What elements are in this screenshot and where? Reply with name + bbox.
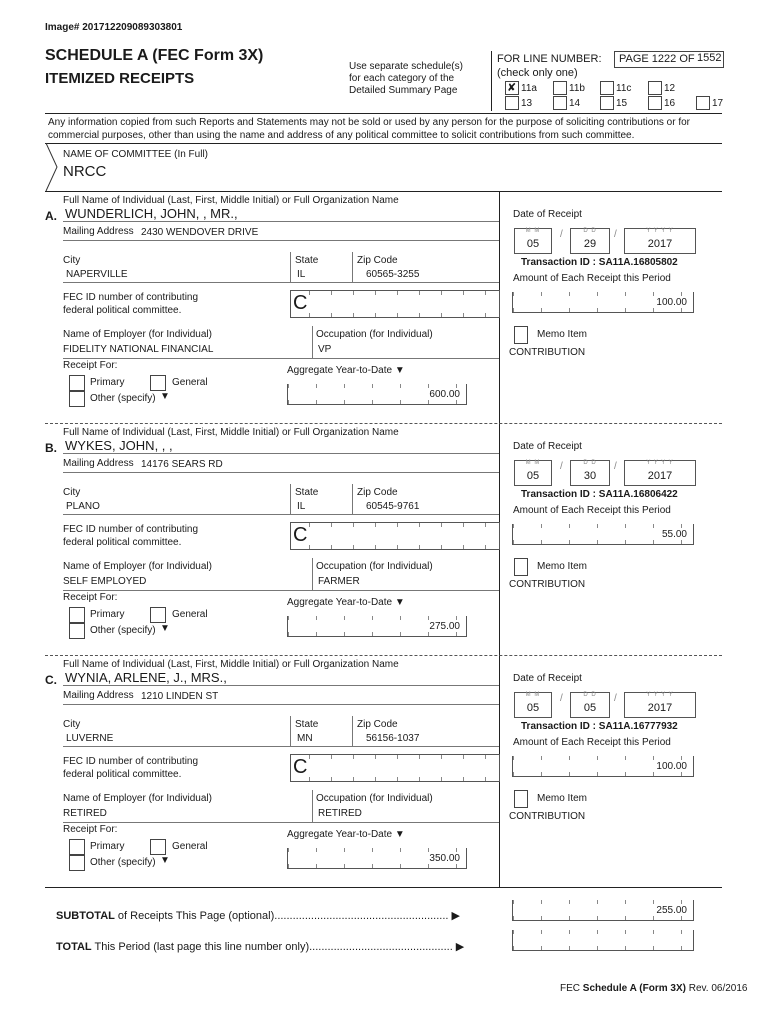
entry-1-name: WYKES, JOHN, , , — [65, 438, 173, 453]
entry-2-name-label: Full Name of Individual (Last, First, Middle Initial) or Full Organization Name — [63, 659, 399, 670]
entry-0-occupation: VP — [318, 344, 332, 355]
entry-2-transaction-id: Transaction ID : SA11A.16777932 — [521, 721, 678, 732]
entry-1-year-box — [624, 460, 696, 486]
entry-2-fecid-label-2: federal political committee. — [63, 769, 182, 780]
line-7-label: 16 — [664, 98, 676, 109]
entry-0-state: IL — [297, 269, 306, 280]
entry-0-city-label: City — [63, 255, 81, 266]
entry-0-date-label: Date of Receipt — [513, 209, 582, 220]
total-label-rest: This Period (last page this line number only)............................................... ▶ — [91, 941, 465, 953]
entry-0-letter: A. — [45, 209, 57, 223]
entry-0-fecid-label-1: FEC ID number of contributing — [63, 292, 199, 303]
entry-0-primary-label: Primary — [90, 377, 125, 388]
entry-0-memo-label: Memo Item — [537, 329, 588, 340]
entry-1-description: CONTRIBUTION — [509, 579, 586, 590]
entry-0-amount-label: Amount of Each Receipt this Period — [513, 273, 671, 284]
entry-0-mailing-label: Mailing Address — [63, 226, 134, 237]
committee-name: NRCC — [63, 163, 107, 180]
line-6-label: 15 — [616, 98, 628, 109]
entry-1-general-checkbox[interactable] — [150, 607, 166, 623]
entry-2-primary-checkbox[interactable] — [69, 839, 85, 855]
entry-2-memo-checkbox[interactable] — [514, 790, 528, 808]
entry-1-general-label: General — [172, 609, 208, 620]
entry-0-other-dropdown-icon[interactable]: ▼ — [160, 391, 170, 402]
entry-0-day: 29 — [583, 238, 597, 250]
entry-2-amount: 100.00 — [656, 761, 687, 772]
entry-0-description: CONTRIBUTION — [509, 347, 586, 358]
entry-2-other-label: Other (specify) — [90, 857, 156, 868]
entry-0-primary-checkbox[interactable] — [69, 375, 85, 391]
entry-2-yyyy-hint: Y Y Y Y — [646, 692, 674, 698]
entry-2-fecid-prefix: C — [293, 756, 308, 778]
entry-0-address: 2430 WENDOVER DRIVE — [141, 227, 259, 238]
entry-2-occupation-label: Occupation (for Individual) — [316, 793, 433, 804]
entry-2-zip-label: Zip Code — [357, 719, 398, 730]
entry-2-year: 2017 — [647, 702, 673, 714]
entry-1-city-label: City — [63, 487, 81, 498]
entry-1-amount-box — [512, 524, 694, 545]
page-label: PAGE 1222 OF — [619, 53, 695, 65]
entry-0-transaction-id: Transaction ID : SA11A.16805802 — [521, 257, 678, 268]
entry-1-aggregate: 275.00 — [429, 621, 460, 632]
entry-1-year: 2017 — [647, 470, 673, 482]
entry-1-month: 05 — [526, 470, 540, 482]
entry-2-amount-label: Amount of Each Receipt this Period — [513, 737, 671, 748]
entry-1-day-box — [570, 460, 610, 486]
entry-0-other-checkbox[interactable] — [69, 391, 85, 407]
entry-1-employer: SELF EMPLOYED — [63, 576, 147, 587]
line-6-checkbox[interactable] — [600, 96, 614, 110]
entry-1-aggregate-label: Aggregate Year-to-Date ▼ — [287, 597, 405, 608]
entry-1-primary-checkbox[interactable] — [69, 607, 85, 623]
entry-1-zip: 60545-9761 — [366, 501, 420, 512]
entry-1-receipt-for-label: Receipt For: — [63, 592, 118, 603]
image-id: Image# 201712209089303801 — [45, 22, 183, 33]
total-label-bold: TOTAL — [56, 941, 92, 953]
entry-2-mailing-label: Mailing Address — [63, 690, 134, 701]
entry-0-zip-label: Zip Code — [357, 255, 398, 266]
line-3-label: 12 — [664, 83, 676, 94]
entry-1-date-label: Date of Receipt — [513, 441, 582, 452]
form-subtitle: ITEMIZED RECEIPTS — [45, 70, 195, 87]
entry-2-zip: 56156-1037 — [366, 733, 420, 744]
notice-text: Any information copied from such Reports and Statements may not be sold or used by any person for the purpose of soliciting contributions or for commercial purposes, other than using the name and address of any political committee to solicit contributions from such committee. — [48, 117, 691, 141]
entry-2-month-box — [514, 692, 552, 718]
entry-2-month: 05 — [526, 702, 540, 714]
entry-2-date-label: Date of Receipt — [513, 673, 582, 684]
entry-2-day: 05 — [583, 702, 597, 714]
line-8-label: 17 — [712, 98, 724, 109]
entry-0-memo-checkbox[interactable] — [514, 326, 528, 344]
entry-0-year: 2017 — [647, 238, 673, 250]
entry-2-name: WYNIA, ARLENE, J., MRS., — [65, 670, 227, 685]
line-3-checkbox[interactable] — [648, 81, 662, 95]
entry-2-memo-label: Memo Item — [537, 793, 588, 804]
entry-0-aggregate: 600.00 — [429, 389, 460, 400]
entry-1-month-box — [514, 460, 552, 486]
entry-1-fecid-label-1: FEC ID number of contributing — [63, 524, 199, 535]
entry-2-general-label: General — [172, 841, 208, 852]
entry-0-day-box — [570, 228, 610, 254]
entry-2-aggregate-label: Aggregate Year-to-Date ▼ — [287, 829, 405, 840]
entry-1-zip-label: Zip Code — [357, 487, 398, 498]
entry-0-aggregate-box — [287, 384, 467, 405]
entry-0-mm-hint: M M — [525, 228, 541, 234]
entry-1-mailing-label: Mailing Address — [63, 458, 134, 469]
entry-1-fecid-label-2: federal political committee. — [63, 537, 182, 548]
entry-2-occupation: RETIRED — [318, 808, 362, 819]
line-number-label: FOR LINE NUMBER: — [497, 53, 602, 65]
page-total: 1552 — [697, 52, 722, 64]
entry-2-mm-hint: M M — [525, 692, 541, 698]
entry-1-state: IL — [297, 501, 306, 512]
entry-1-primary-label: Primary — [90, 609, 125, 620]
entry-0-state-label: State — [295, 255, 319, 266]
entry-2-fecid-label-1: FEC ID number of contributing — [63, 756, 199, 767]
line-5-checkbox[interactable] — [553, 96, 567, 110]
entry-0-fecid-label-2: federal political committee. — [63, 305, 182, 316]
entry-1-aggregate-box — [287, 616, 467, 637]
subtotal-label — [56, 909, 460, 922]
committee-label: NAME OF COMMITTEE (In Full) — [63, 149, 208, 160]
committee-arrow-icon — [45, 143, 59, 191]
subtotal-label-bold: SUBTOTAL — [56, 910, 115, 922]
entry-2-year-box — [624, 692, 696, 718]
subtotal-value: 255.00 — [656, 905, 687, 916]
entry-1-yyyy-hint: Y Y Y Y — [646, 460, 674, 466]
entry-2-other-checkbox[interactable] — [69, 855, 85, 871]
entry-2-letter: C. — [45, 673, 57, 687]
entry-0-other-label: Other (specify) — [90, 393, 156, 404]
footer — [560, 983, 747, 994]
line-2-checkbox[interactable] — [600, 81, 614, 95]
subtotal-label-rest: of Receipts This Page (optional)......................................................... ▶ — [114, 910, 460, 922]
instructions: Use separate schedule(s) for each category of the Detailed Summary Page — [349, 61, 463, 96]
entry-2-day-box — [570, 692, 610, 718]
entry-2-fecid-box[interactable] — [290, 754, 500, 782]
entry-1-transaction-id: Transaction ID : SA11A.16806422 — [521, 489, 678, 500]
form-title: SCHEDULE A (FEC Form 3X) — [45, 47, 264, 64]
entry-0-fecid-box[interactable] — [290, 290, 500, 318]
entry-0-month-box — [514, 228, 552, 254]
entry-1-day: 30 — [583, 470, 597, 482]
entry-1-employer-label: Name of Employer (for Individual) — [63, 561, 212, 572]
check-only-one: (check only one) — [497, 67, 578, 79]
entry-2-employer: RETIRED — [63, 808, 107, 819]
entry-0-dd-hint: D D — [583, 228, 597, 234]
entry-1-memo-checkbox[interactable] — [514, 558, 528, 576]
subtotal-amount-box — [512, 900, 694, 921]
entry-2-aggregate: 350.00 — [429, 853, 460, 864]
entry-0-general-checkbox[interactable] — [150, 375, 166, 391]
entry-2-primary-label: Primary — [90, 841, 125, 852]
line-0-mark: ✘ — [507, 82, 517, 94]
total-label — [56, 940, 464, 953]
entry-0-name-label: Full Name of Individual (Last, First, Middle Initial) or Full Organization Name — [63, 195, 399, 206]
line-4-label: 13 — [521, 98, 533, 109]
entry-1-mm-hint: M M — [525, 460, 541, 466]
entry-0-aggregate-label: Aggregate Year-to-Date ▼ — [287, 365, 405, 376]
entry-2-aggregate-box — [287, 848, 467, 869]
footer-form: Schedule A (Form 3X) — [580, 983, 686, 994]
entry-1-amount: 55.00 — [661, 529, 687, 540]
entry-1-state-label: State — [295, 487, 319, 498]
line-1-label: 11b — [569, 83, 585, 94]
entry-0-zip: 60565-3255 — [366, 269, 420, 280]
entry-1-name-label: Full Name of Individual (Last, First, Middle Initial) or Full Organization Name — [63, 427, 399, 438]
line-7-checkbox[interactable] — [648, 96, 662, 110]
entry-2-other-dropdown-icon[interactable]: ▼ — [160, 855, 170, 866]
entry-0-city: NAPERVILLE — [66, 269, 128, 280]
entry-2-state-label: State — [295, 719, 319, 730]
entry-1-other-checkbox[interactable] — [69, 623, 85, 639]
entry-1-fecid-prefix: C — [293, 524, 308, 546]
line-5-label: 14 — [569, 98, 581, 109]
entry-1-fecid-box[interactable] — [290, 522, 500, 550]
entry-2-receipt-for-label: Receipt For: — [63, 824, 118, 835]
entry-0-amount-box — [512, 292, 694, 313]
entry-2-amount-box — [512, 756, 694, 777]
entry-0-general-label: General — [172, 377, 208, 388]
entry-0-occupation-label: Occupation (for Individual) — [316, 329, 433, 340]
entry-1-city: PLANO — [66, 501, 100, 512]
entry-0-fecid-prefix: C — [293, 292, 308, 314]
entry-2-employer-label: Name of Employer (for Individual) — [63, 793, 212, 804]
entry-0-name: WUNDERLICH, JOHN, , MR., — [65, 206, 238, 221]
entry-2-city-label: City — [63, 719, 81, 730]
entry-2-city: LUVERNE — [66, 733, 114, 744]
entry-1-occupation: FARMER — [318, 576, 360, 587]
line-2-label: 11c — [616, 83, 632, 94]
entry-1-occupation-label: Occupation (for Individual) — [316, 561, 433, 572]
entry-2-dd-hint: D D — [583, 692, 597, 698]
line-0-checkbox[interactable] — [505, 81, 519, 95]
entry-1-other-dropdown-icon[interactable]: ▼ — [160, 623, 170, 634]
entry-0-yyyy-hint: Y Y Y Y — [646, 228, 674, 234]
entry-0-year-box — [624, 228, 696, 254]
entry-0-amount: 100.00 — [656, 297, 687, 308]
entry-0-month: 05 — [526, 238, 540, 250]
footer-prefix: FEC — [560, 983, 580, 994]
entry-1-amount-label: Amount of Each Receipt this Period — [513, 505, 671, 516]
line-1-checkbox[interactable] — [553, 81, 567, 95]
entry-2-general-checkbox[interactable] — [150, 839, 166, 855]
entry-1-letter: B. — [45, 441, 57, 455]
line-4-checkbox[interactable] — [505, 96, 519, 110]
entry-1-other-label: Other (specify) — [90, 625, 156, 636]
entry-2-address: 1210 LINDEN ST — [141, 691, 219, 702]
entry-2-state: MN — [297, 733, 313, 744]
footer-rev: Rev. 06/2016 — [685, 983, 748, 994]
line-8-checkbox[interactable] — [696, 96, 710, 110]
entry-0-receipt-for-label: Receipt For: — [63, 360, 118, 371]
entry-1-memo-label: Memo Item — [537, 561, 588, 572]
line-0-label: 11a — [521, 83, 537, 94]
entry-1-address: 14176 SEARS RD — [141, 459, 223, 470]
entry-0-employer-label: Name of Employer (for Individual) — [63, 329, 212, 340]
entry-2-description: CONTRIBUTION — [509, 811, 586, 822]
total-amount-box — [512, 930, 694, 951]
entry-0-employer: FIDELITY NATIONAL FINANCIAL — [63, 344, 214, 355]
entry-1-dd-hint: D D — [583, 460, 597, 466]
